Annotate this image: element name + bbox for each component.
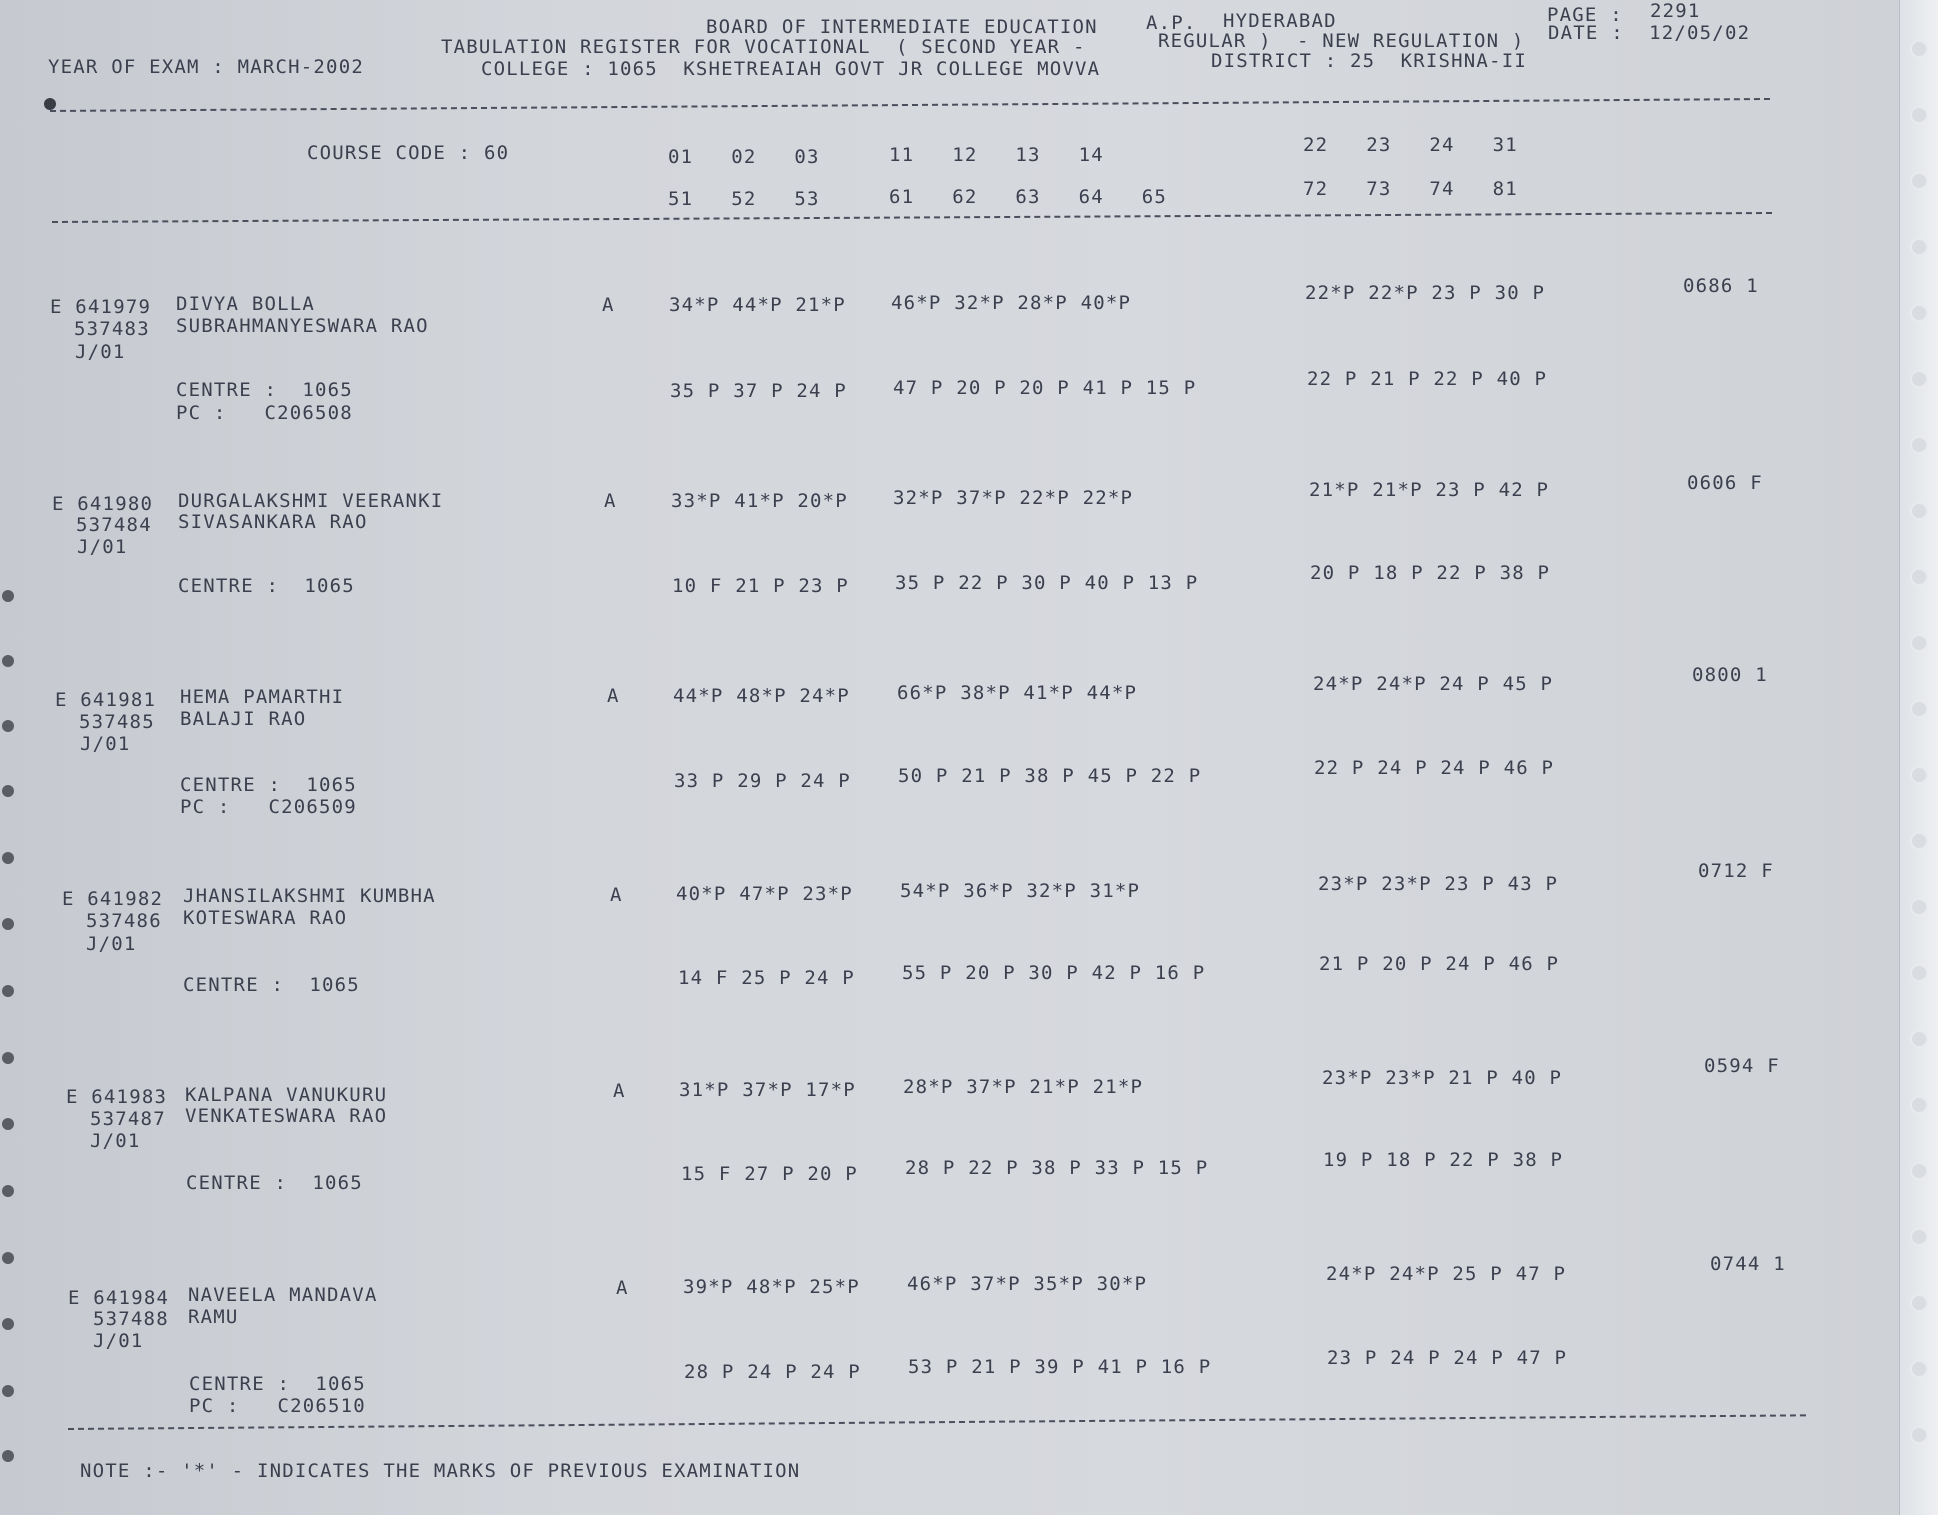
roll-number: 537484 xyxy=(76,514,152,536)
marks-row1-a: 31*P 37*P 17*P xyxy=(679,1079,856,1101)
centre: CENTRE : 1065 xyxy=(186,1172,363,1194)
print-date: DATE : 12/05/02 xyxy=(1548,22,1751,44)
binding-hole-icon xyxy=(2,1385,14,1397)
group-code: J/01 xyxy=(77,536,128,558)
student-record xyxy=(0,275,1900,480)
tractor-hole-icon xyxy=(1910,964,1928,982)
city-name: HYDERABAD xyxy=(1223,10,1337,32)
tractor-hole-icon xyxy=(1910,1360,1928,1378)
marks-row1-a: 40*P 47*P 23*P xyxy=(676,883,853,905)
marks-row1-b: 46*P 37*P 35*P 30*P xyxy=(907,1273,1148,1295)
roll-number: 537485 xyxy=(79,711,155,733)
pc-number: PC : C206508 xyxy=(176,402,353,424)
tractor-hole-icon xyxy=(1910,1426,1928,1444)
subject-codes-row2-a: 51 52 53 xyxy=(668,188,820,210)
pc-number: PC : C206509 xyxy=(180,796,357,818)
binding-hole-icon xyxy=(2,1052,14,1064)
marks-row1-b: 32*P 37*P 22*P 22*P xyxy=(893,487,1134,509)
district-name: DISTRICT : 25 KRISHNA-II xyxy=(1211,50,1527,72)
student-name: DIVYA BOLLA xyxy=(176,293,316,315)
marks-row1-b: 54*P 36*P 32*P 31*P xyxy=(900,880,1141,902)
binding-hole-icon xyxy=(2,852,14,864)
student-name: NAVEELA MANDAVA xyxy=(188,1284,378,1306)
binding-hole-icon xyxy=(2,655,14,667)
grade: A xyxy=(613,1080,626,1102)
marks-row2-a: 15 F 27 P 20 P xyxy=(681,1163,858,1185)
marks-row2-b: 50 P 21 P 38 P 45 P 22 P xyxy=(898,765,1202,787)
marks-row1-c: 22*P 22*P 23 P 30 P xyxy=(1305,282,1546,304)
tractor-hole-icon xyxy=(1910,502,1928,520)
tractor-hole-icon xyxy=(1910,1030,1928,1048)
student-name: HEMA PAMARTHI xyxy=(180,686,345,708)
binding-hole-icon xyxy=(2,1318,14,1330)
total-result: 0712 F xyxy=(1698,860,1774,882)
student-name: JHANSILAKSHMI KUMBHA xyxy=(183,885,436,907)
regulation-label: REGULAR ) - NEW REGULATION ) xyxy=(1158,30,1525,52)
column-rule xyxy=(52,212,1772,223)
father-name: SIVASANKARA RAO xyxy=(178,511,368,533)
reg-number: E 641982 xyxy=(62,888,164,910)
page-number: 2291 xyxy=(1650,0,1701,22)
tractor-hole-icon xyxy=(1910,40,1928,58)
course-code: COURSE CODE : 60 xyxy=(307,142,510,164)
total-result: 0744 1 xyxy=(1710,1253,1786,1275)
subject-codes-row2-b: 61 62 63 64 65 xyxy=(889,186,1168,208)
marks-row2-a: 35 P 37 P 24 P xyxy=(670,380,847,402)
grade: A xyxy=(607,685,620,707)
marks-row2-b: 47 P 20 P 20 P 41 P 15 P xyxy=(893,377,1197,399)
marks-row2-c: 20 P 18 P 22 P 38 P xyxy=(1310,562,1551,584)
marks-row1-a: 44*P 48*P 24*P xyxy=(673,685,850,707)
reg-number: E 641979 xyxy=(50,296,152,318)
marks-row2-b: 28 P 22 P 38 P 33 P 15 P xyxy=(905,1157,1209,1179)
marks-row1-c: 24*P 24*P 24 P 45 P xyxy=(1313,673,1554,695)
tractor-hole-icon xyxy=(1910,1228,1928,1246)
marks-row1-a: 33*P 41*P 20*P xyxy=(671,490,848,512)
centre: CENTRE : 1065 xyxy=(189,1373,366,1395)
binding-hole-icon xyxy=(2,1118,14,1130)
marks-row1-b: 46*P 32*P 28*P 40*P xyxy=(891,292,1132,314)
marks-row1-b: 66*P 38*P 41*P 44*P xyxy=(897,682,1138,704)
total-result: 0686 1 xyxy=(1683,275,1759,297)
centre: CENTRE : 1065 xyxy=(176,379,353,401)
marks-row1-a: 34*P 44*P 21*P xyxy=(669,294,846,316)
reg-number: E 641980 xyxy=(52,493,154,515)
marks-row1-c: 23*P 23*P 21 P 40 P xyxy=(1322,1067,1563,1089)
arrow-mark-icon xyxy=(44,98,56,110)
reg-number: E 641983 xyxy=(66,1086,168,1108)
subject-codes-row1-c: 22 23 24 31 xyxy=(1303,134,1518,156)
grade: A xyxy=(604,490,617,512)
marks-row2-c: 22 P 24 P 24 P 46 P xyxy=(1314,757,1555,779)
marks-row1-a: 39*P 48*P 25*P xyxy=(683,1276,860,1298)
tractor-hole-icon xyxy=(1910,766,1928,784)
year-of-exam: YEAR OF EXAM : MARCH-2002 xyxy=(48,56,364,78)
college-name: COLLEGE : 1065 KSHETREAIAH GOVT JR COLLEGE MOVVA xyxy=(481,58,1101,80)
binding-hole-icon xyxy=(2,1252,14,1264)
marks-row2-b: 53 P 21 P 39 P 41 P 16 P xyxy=(908,1356,1212,1378)
roll-number: 537486 xyxy=(86,910,162,932)
total-result: 0594 F xyxy=(1704,1055,1780,1077)
student-record xyxy=(0,1253,1900,1473)
marks-row2-a: 33 P 29 P 24 P xyxy=(674,770,851,792)
father-name: BALAJI RAO xyxy=(180,708,307,730)
header-rule xyxy=(50,98,1770,112)
marks-row2-a: 28 P 24 P 24 P xyxy=(684,1361,861,1383)
student-name: DURGALAKSHMI VEERANKI xyxy=(178,490,444,512)
marks-row2-b: 35 P 22 P 30 P 40 P 13 P xyxy=(895,572,1199,594)
marks-row2-c: 22 P 21 P 22 P 40 P xyxy=(1307,368,1548,390)
marks-row2-a: 10 F 21 P 23 P xyxy=(672,575,849,597)
reg-number: E 641981 xyxy=(55,689,157,711)
father-name: SUBRAHMANYESWARA RAO xyxy=(176,315,429,337)
paper-margin-strip xyxy=(1899,0,1938,1515)
roll-number: 537487 xyxy=(90,1108,166,1130)
binding-hole-icon xyxy=(2,918,14,930)
marks-row2-c: 23 P 24 P 24 P 47 P xyxy=(1327,1347,1568,1369)
marks-row1-c: 23*P 23*P 23 P 43 P xyxy=(1318,873,1559,895)
tractor-hole-icon xyxy=(1910,568,1928,586)
total-result: 0800 1 xyxy=(1692,664,1768,686)
student-record xyxy=(0,860,1900,1074)
student-name: KALPANA VANUKURU xyxy=(185,1084,388,1106)
roll-number: 537483 xyxy=(74,318,150,340)
register-title: TABULATION REGISTER FOR VOCATIONAL ( SECOND YEAR - xyxy=(441,36,1086,58)
marks-row1-c: 24*P 24*P 25 P 47 P xyxy=(1326,1263,1567,1285)
page-label: PAGE : xyxy=(1547,4,1623,26)
binding-hole-icon xyxy=(2,1185,14,1197)
state-name: A.P. xyxy=(1146,12,1197,34)
student-record xyxy=(0,1055,1900,1273)
centre: CENTRE : 1065 xyxy=(180,774,357,796)
tractor-hole-icon xyxy=(1910,700,1928,718)
board-name: BOARD OF INTERMEDIATE EDUCATION xyxy=(706,16,1098,38)
student-record xyxy=(0,472,1900,677)
group-code: J/01 xyxy=(93,1330,144,1352)
centre: CENTRE : 1065 xyxy=(178,575,355,597)
tractor-hole-icon xyxy=(1910,304,1928,322)
grade: A xyxy=(610,884,623,906)
group-code: J/01 xyxy=(75,341,126,363)
subject-codes-row2-c: 72 73 74 81 xyxy=(1303,178,1518,200)
marks-row2-c: 21 P 20 P 24 P 46 P xyxy=(1319,953,1560,975)
marks-row1-b: 28*P 37*P 21*P 21*P xyxy=(903,1076,1144,1098)
father-name: VENKATESWARA RAO xyxy=(185,1105,388,1127)
binding-hole-icon xyxy=(2,1450,14,1462)
student-record xyxy=(0,664,1900,875)
tractor-hole-icon xyxy=(1910,1162,1928,1180)
father-name: RAMU xyxy=(188,1306,239,1328)
total-result: 0606 F xyxy=(1687,472,1763,494)
tractor-hole-icon xyxy=(1910,370,1928,388)
centre: CENTRE : 1065 xyxy=(183,974,360,996)
subject-codes-row1-b: 11 12 13 14 xyxy=(889,144,1104,166)
binding-hole-icon xyxy=(2,590,14,602)
footer-note: NOTE :- '*' - INDICATES THE MARKS OF PREVIOUS EXAMINATION xyxy=(80,1460,801,1482)
tractor-hole-icon xyxy=(1910,898,1928,916)
group-code: J/01 xyxy=(80,733,131,755)
father-name: KOTESWARA RAO xyxy=(183,907,348,929)
binding-hole-icon xyxy=(2,985,14,997)
pc-number: PC : C206510 xyxy=(189,1395,366,1417)
group-code: J/01 xyxy=(86,933,137,955)
binding-hole-icon xyxy=(2,785,14,797)
tractor-hole-icon xyxy=(1910,436,1928,454)
subject-codes-row1-a: 01 02 03 xyxy=(668,146,820,168)
grade: A xyxy=(602,294,615,316)
marks-row1-c: 21*P 21*P 23 P 42 P xyxy=(1309,479,1550,501)
roll-number: 537488 xyxy=(93,1308,169,1330)
reg-number: E 641984 xyxy=(68,1287,170,1309)
tractor-hole-icon xyxy=(1910,172,1928,190)
marks-row2-a: 14 F 25 P 24 P xyxy=(678,967,855,989)
tractor-hole-icon xyxy=(1910,1096,1928,1114)
marks-row2-c: 19 P 18 P 22 P 38 P xyxy=(1323,1149,1564,1171)
tractor-hole-icon xyxy=(1910,634,1928,652)
tractor-hole-icon xyxy=(1910,238,1928,256)
tractor-hole-icon xyxy=(1910,106,1928,124)
marks-row2-b: 55 P 20 P 30 P 42 P 16 P xyxy=(902,962,1206,984)
tractor-hole-icon xyxy=(1910,1294,1928,1312)
binding-hole-icon xyxy=(2,720,14,732)
grade: A xyxy=(616,1277,629,1299)
group-code: J/01 xyxy=(90,1130,141,1152)
tractor-hole-icon xyxy=(1910,832,1928,850)
